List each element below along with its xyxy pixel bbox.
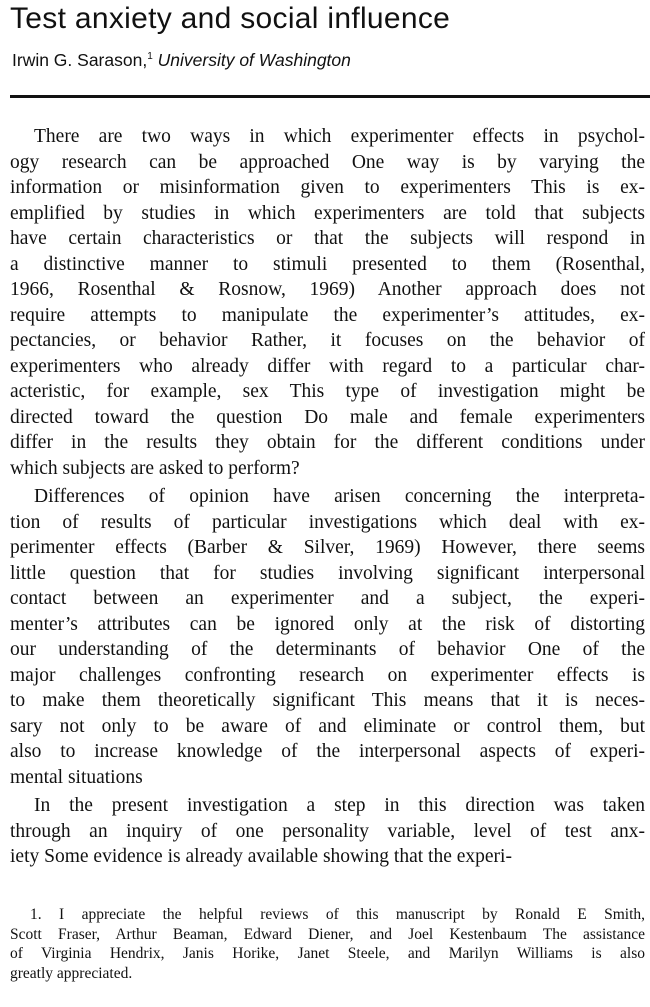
footnote-marker: 1 <box>147 51 153 62</box>
text-line: require attempts to manipulate the experimenter’s attitudes, ex- <box>10 304 645 326</box>
text-line: 1966, Rosenthal & Rosnow, 1969) Another approach does not <box>10 279 645 300</box>
text-line: iety Some evidence is already available showing that the experi- <box>10 846 512 867</box>
article-body <box>10 124 645 873</box>
text-line: Differences of opinion have arisen concerning the interpreta- <box>34 486 645 507</box>
author-affiliation: University of Washington <box>157 50 351 70</box>
text-line: also to increase knowledge of the interpersonal aspects of experi- <box>10 741 645 762</box>
text-line: our understanding of the determinants of behavior One of the <box>10 639 645 660</box>
footnote <box>10 905 645 983</box>
footnote-line: of Virginia Hendrix, Janis Horike, Janet Steele, and Marilyn Williams is also <box>10 945 645 962</box>
paragraph <box>10 793 645 870</box>
text-line: through an inquiry of one personality variable, level of test anx- <box>10 820 645 842</box>
text-line: little question that for studies involving significant interpersonal <box>10 562 645 584</box>
header-rule <box>10 95 650 98</box>
footnote-line: greatly appreciated. <box>10 964 133 982</box>
text-line: perimenter effects (Barber & Silver, 1969) However, there seems <box>10 537 645 558</box>
text-line: experimenters who already differ with regard to a particular char- <box>10 355 645 377</box>
text-line: information or misinformation given to experimenters This is ex- <box>10 177 645 198</box>
author-name: Irwin G. Sarason, <box>12 50 148 70</box>
text-line: ogy research can be approached One way is by varying the <box>10 151 645 173</box>
text-line: There are two ways in which experimenter effects in psychol- <box>34 126 645 147</box>
footnote-line: 1. I appreciate the helpful reviews of this manuscript by Ronald E Smith, <box>30 906 645 923</box>
footnote-line: Scott Fraser, Arthur Beaman, Edward Diener, and Joel Kestenbaum The assistance <box>10 925 645 943</box>
text-line: have certain characteristics or that the subjects will respond in <box>10 228 645 249</box>
text-line: emplified by studies in which experimenters are told that subjects <box>10 202 645 224</box>
text-line: a distinctive manner to stimuli presented to them (Rosenthal, <box>10 253 645 275</box>
text-line: pectancies, or behavior Rather, it focuses on the behavior of <box>10 330 645 351</box>
paragraph <box>10 484 645 790</box>
text-line: In the present investigation a step in this direction was taken <box>34 795 645 816</box>
text-line: tion of results of particular investigations which deal with ex- <box>10 511 645 533</box>
byline <box>12 50 351 71</box>
paragraph <box>10 124 645 481</box>
text-line: acteristic, for example, sex This type of investigation might be <box>10 381 645 402</box>
text-line: sary not only to be aware of and eliminate or control them, but <box>10 715 645 737</box>
text-line: directed toward the question Do male and female experimenters <box>10 406 645 428</box>
text-line: contact between an experimenter and a subject, the experi- <box>10 588 645 609</box>
text-line: menter’s attributes can be ignored only at the risk of distorting <box>10 613 645 635</box>
text-line: major challenges confronting research on experimenter effects is <box>10 664 645 686</box>
text-line: which subjects are asked to perform? <box>10 457 300 479</box>
text-line: to make them theoretically significant This means that it is neces- <box>10 690 645 711</box>
text-line: differ in the results they obtain for the different conditions under <box>10 432 645 453</box>
article-title: Test anxiety and social influence <box>10 2 451 35</box>
text-line: mental situations <box>10 766 143 788</box>
